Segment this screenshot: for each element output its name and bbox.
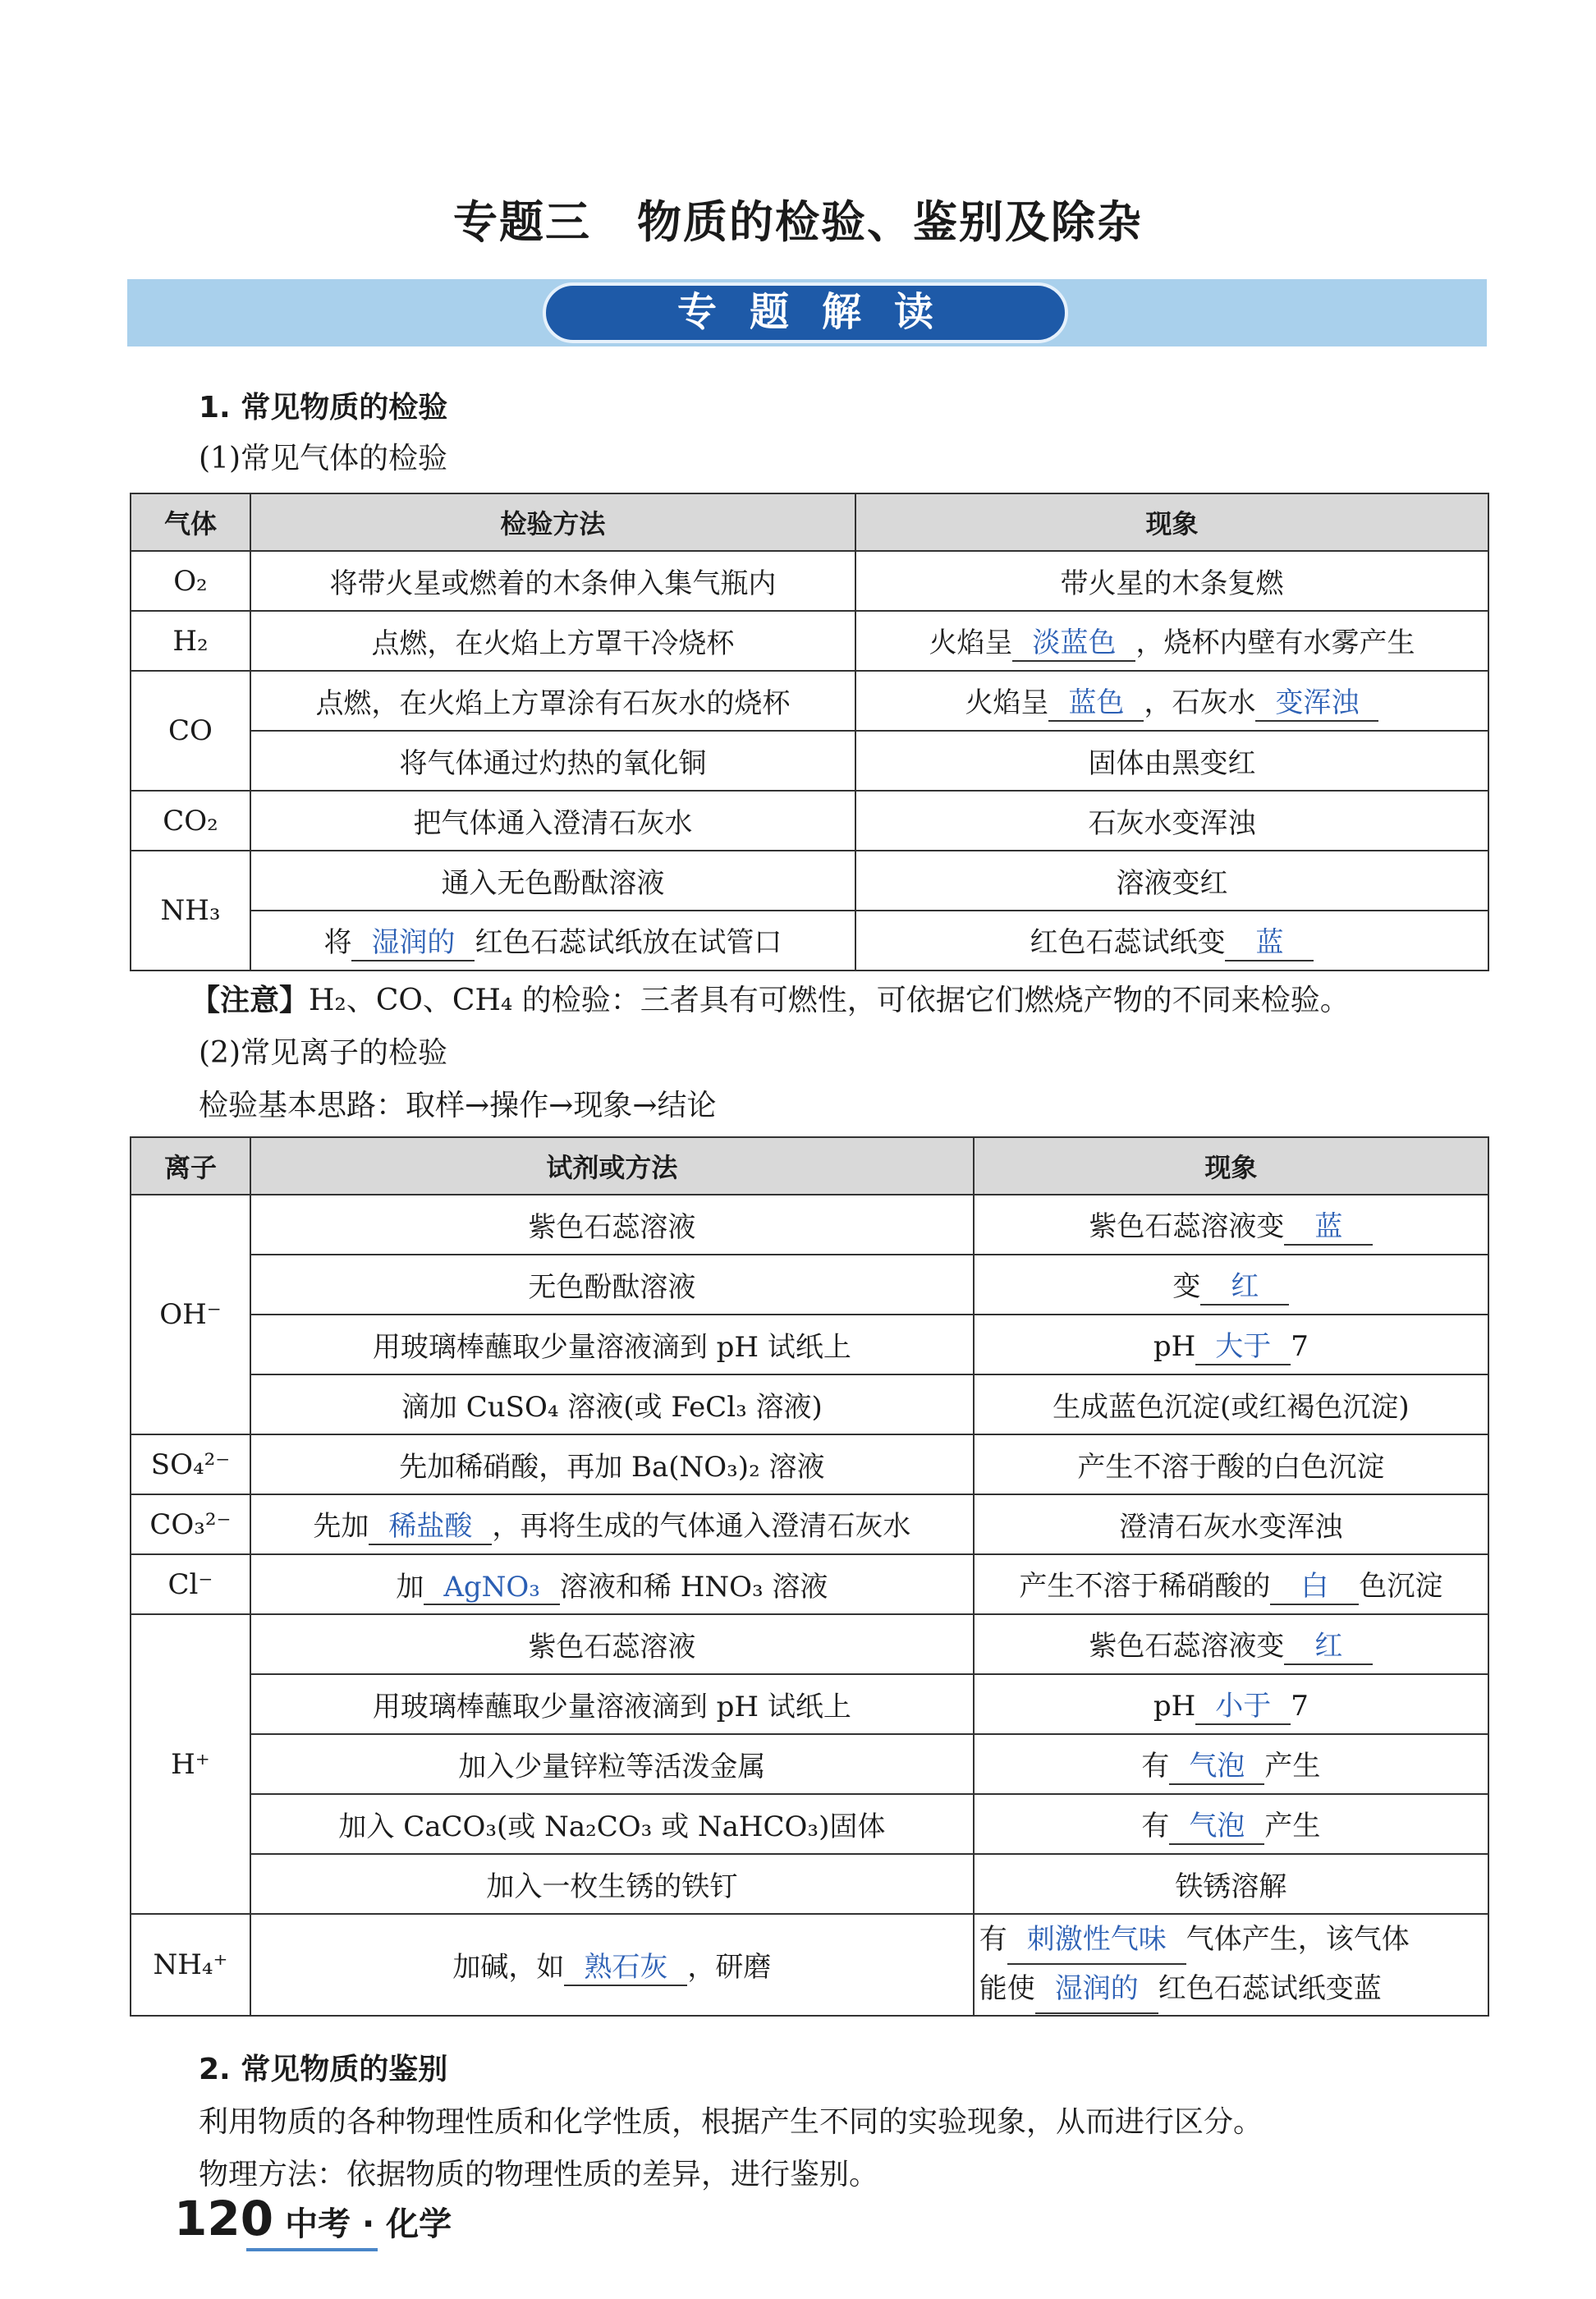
text: 有 (979, 1923, 1007, 1956)
text: 紫色石蕊溶液变 (1089, 1210, 1285, 1243)
method-cell: 加入一枚生锈的铁钉 (250, 1854, 974, 1914)
answer-blank: 蓝 (1284, 1204, 1373, 1246)
answer-blank: 刺激性气味 (1007, 1916, 1186, 1965)
method-cell: 无色酚酞溶液 (250, 1255, 974, 1315)
answer-blank: 稀盐酸 (369, 1503, 492, 1545)
method-cell (250, 911, 855, 971)
table-row (131, 911, 1488, 971)
text: 火焰呈 (929, 626, 1013, 659)
page-footer (174, 2191, 452, 2246)
table-row (131, 671, 1488, 731)
table-row (131, 1614, 1488, 1674)
phenomenon-cell (974, 1674, 1488, 1734)
text: 红色石蕊试纸放在试管口 (475, 926, 782, 959)
phenomenon-cell (974, 1554, 1488, 1614)
method-cell: 滴加 CuSO₄ 溶液(或 FeCl₃ 溶液) (250, 1374, 974, 1434)
text: 7 (1291, 1330, 1309, 1363)
text: 红色石蕊试纸变 (1030, 926, 1226, 959)
table-row (131, 1914, 1488, 2016)
table-row (131, 1374, 1488, 1434)
header-phenomenon: 现象 (974, 1137, 1488, 1195)
phenomenon-cell: 带火星的木条复燃 (855, 551, 1488, 611)
text: ，烧杯内壁有水雾产生 (1135, 626, 1415, 659)
banner-label: 专题解读 (543, 282, 1068, 343)
answer-blank: 湿润的 (351, 920, 475, 961)
gas-name: O₂ (131, 551, 250, 611)
gas-name: NH₃ (131, 851, 250, 971)
ion-subheading: (2)常见离子的检验 (199, 1036, 447, 1070)
phenomenon-cell: 铁锈溶解 (974, 1854, 1488, 1914)
table-row (131, 1195, 1488, 1255)
footer-label: 中考 · 化学 (285, 2205, 452, 2243)
table-row (131, 1494, 1488, 1554)
answer-blank: 气泡 (1169, 1803, 1264, 1845)
table-row (131, 1315, 1488, 1374)
answer-blank: 大于 (1195, 1324, 1291, 1365)
phenomenon-line (979, 1965, 1483, 2014)
gas-subheading: (1)常见气体的检验 (199, 442, 447, 475)
answer-blank: 气泡 (1169, 1743, 1264, 1785)
table-row (131, 611, 1488, 671)
method-cell: 加入少量锌粒等活泼金属 (250, 1734, 974, 1794)
section1-heading: 1. 常见物质的检验 (199, 391, 448, 424)
gas-table (130, 493, 1489, 971)
text: pH (1153, 1690, 1196, 1723)
phenomenon-cell: 澄清石灰水变浑浊 (974, 1494, 1488, 1554)
ion-name: NH₄⁺ (131, 1914, 250, 2016)
note-text: H₂、CO、CH₄ 的检验：三者具有可燃性，可依据它们燃烧产物的不同来检验。 (309, 984, 1350, 1017)
phenomenon-line (979, 1916, 1483, 1965)
text: 火焰呈 (965, 686, 1049, 719)
text: 7 (1291, 1690, 1309, 1723)
text: 色沉淀 (1359, 1570, 1443, 1603)
text: ，研磨 (687, 1950, 772, 1984)
table-row (131, 1554, 1488, 1614)
phenomenon-cell (855, 611, 1488, 671)
table-row (131, 1434, 1488, 1494)
footer-underline (246, 2248, 378, 2251)
section-banner (127, 279, 1487, 346)
phenomenon-cell: 生成蓝色沉淀(或红褐色沉淀) (974, 1374, 1488, 1434)
note-label: 【注意】 (190, 984, 310, 1017)
page-number: 120 (174, 2191, 274, 2246)
answer-blank: 湿润的 (1035, 1965, 1158, 2014)
text: 先加 (313, 1510, 369, 1543)
phenomenon-cell (974, 1195, 1488, 1255)
method-cell: 将带火星或燃着的木条伸入集气瓶内 (250, 551, 855, 611)
section2-heading: 2. 常见物质的鉴别 (199, 2053, 448, 2086)
text: 产生不溶于稀硝酸的 (1019, 1570, 1271, 1603)
ion-table-header (131, 1137, 1488, 1195)
gas-name: CO (131, 671, 250, 791)
phenomenon-cell: 石灰水变浑浊 (855, 791, 1488, 851)
answer-blank: 蓝 (1225, 920, 1314, 961)
method-cell: 用玻璃棒蘸取少量溶液滴到 pH 试纸上 (250, 1674, 974, 1734)
ion-idea: 检验基本思路：取样→操作→现象→结论 (199, 1089, 717, 1122)
text: pH (1153, 1330, 1196, 1363)
method-cell (250, 1914, 974, 2016)
phenomenon-cell (974, 1914, 1488, 2016)
method-cell: 通入无色酚酞溶液 (250, 851, 855, 911)
text: 紫色石蕊溶液变 (1089, 1630, 1285, 1663)
method-cell: 将气体通过灼热的氧化铜 (250, 731, 855, 791)
table-row (131, 1674, 1488, 1734)
ion-name: SO₄²⁻ (131, 1434, 250, 1494)
note (190, 977, 1350, 1019)
header-ion: 离子 (131, 1137, 250, 1195)
phenomenon-cell: 固体由黑变红 (855, 731, 1488, 791)
method-cell: 先加稀硝酸，再加 Ba(NO₃)₂ 溶液 (250, 1434, 974, 1494)
answer-blank: 白 (1270, 1563, 1359, 1605)
method-cell: 把气体通入澄清石灰水 (250, 791, 855, 851)
method-cell: 紫色石蕊溶液 (250, 1614, 974, 1674)
text: 产生 (1264, 1810, 1321, 1842)
method-cell: 用玻璃棒蘸取少量溶液滴到 pH 试纸上 (250, 1315, 974, 1374)
ion-name: OH⁻ (131, 1195, 250, 1434)
header-method: 检验方法 (250, 493, 855, 551)
phenomenon-cell (974, 1255, 1488, 1315)
text: 产生 (1264, 1750, 1321, 1783)
method-cell (250, 1554, 974, 1614)
ion-name: H⁺ (131, 1614, 250, 1914)
phenomenon-cell (974, 1315, 1488, 1374)
ion-name: Cl⁻ (131, 1554, 250, 1614)
text: 有 (1141, 1750, 1170, 1783)
text: 变 (1172, 1270, 1201, 1303)
answer-blank: 红 (1200, 1264, 1289, 1306)
method-cell (250, 1494, 974, 1554)
table-row (131, 1734, 1488, 1794)
phenomenon-cell (974, 1734, 1488, 1794)
text: 有 (1141, 1810, 1170, 1842)
answer-blank: AgNO₃ (424, 1571, 560, 1605)
text: 能使 (979, 1972, 1035, 2005)
header-reagent: 试剂或方法 (250, 1137, 974, 1195)
gas-name: H₂ (131, 611, 250, 671)
text: 溶液和稀 HNO₃ 溶液 (559, 1570, 828, 1604)
section2-line2: 物理方法：依据物质的物理性质的差异，进行鉴别。 (199, 2158, 879, 2191)
table-row (131, 791, 1488, 851)
table-row (131, 851, 1488, 911)
answer-blank: 蓝色 (1048, 680, 1144, 722)
table-row (131, 731, 1488, 791)
method-cell: 紫色石蕊溶液 (250, 1195, 974, 1255)
phenomenon-cell (855, 911, 1488, 971)
answer-blank: 熟石灰 (564, 1944, 687, 1986)
text: 加碱，如 (452, 1950, 565, 1984)
table-row (131, 551, 1488, 611)
answer-blank: 变浑浊 (1255, 680, 1378, 722)
ion-table (130, 1136, 1489, 2017)
answer-blank: 红 (1284, 1623, 1373, 1665)
answer-blank: 小于 (1195, 1683, 1291, 1725)
header-phenomenon: 现象 (855, 493, 1488, 551)
header-gas: 气体 (131, 493, 250, 551)
section2-line1: 利用物质的各种物理性质和化学性质，根据产生不同的实验现象，从而进行区分。 (199, 2105, 1264, 2139)
phenomenon-cell (974, 1794, 1488, 1854)
gas-table-header (131, 493, 1488, 551)
text: 加 (396, 1570, 424, 1604)
phenomenon-cell: 产生不溶于酸的白色沉淀 (974, 1434, 1488, 1494)
phenomenon-cell: 溶液变红 (855, 851, 1488, 911)
phenomenon-cell (974, 1614, 1488, 1674)
table-row (131, 1255, 1488, 1315)
phenomenon-cell (855, 671, 1488, 731)
table-row (131, 1794, 1488, 1854)
method-cell: 点燃，在火焰上方罩涂有石灰水的烧杯 (250, 671, 855, 731)
method-cell: 点燃，在火焰上方罩干冷烧杯 (250, 611, 855, 671)
text: ，石灰水 (1144, 686, 1256, 719)
text: 将 (323, 926, 352, 959)
text: ，再将生成的气体通入澄清石灰水 (492, 1510, 911, 1543)
table-row (131, 1854, 1488, 1914)
text: 气体产生，该气体 (1186, 1923, 1410, 1956)
method-cell: 加入 CaCO₃(或 Na₂CO₃ 或 NaHCO₃)固体 (250, 1794, 974, 1854)
text: 红色石蕊试纸变蓝 (1158, 1972, 1382, 2005)
page-title: 专题三 物质的检验、鉴别及除杂 (453, 196, 1143, 248)
ion-name: CO₃²⁻ (131, 1494, 250, 1554)
gas-name: CO₂ (131, 791, 250, 851)
answer-blank: 淡蓝色 (1012, 620, 1135, 662)
